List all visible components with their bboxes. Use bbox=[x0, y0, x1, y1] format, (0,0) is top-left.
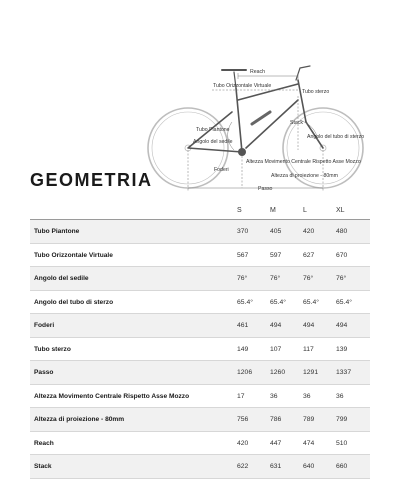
cell-value: 76° bbox=[336, 275, 347, 283]
cell-value: 786 bbox=[270, 416, 282, 424]
row-label: Reach bbox=[34, 439, 54, 447]
cell-value: 420 bbox=[303, 228, 315, 236]
cell-value: 494 bbox=[303, 322, 315, 330]
table-row bbox=[30, 291, 370, 315]
table-row bbox=[30, 432, 370, 456]
cell-value: 117 bbox=[303, 345, 314, 353]
row-label: Passo bbox=[34, 369, 54, 377]
cell-value: 480 bbox=[336, 228, 348, 236]
cell-value: 36 bbox=[270, 392, 278, 400]
row-label: Angolo del tubo di sterzo bbox=[34, 298, 114, 306]
cell-value: 76° bbox=[270, 275, 281, 283]
cell-value: 65.4° bbox=[303, 298, 319, 306]
cell-value: 461 bbox=[237, 322, 249, 330]
cell-value: 65.4° bbox=[336, 298, 352, 306]
cell-value: 660 bbox=[336, 463, 348, 471]
row-label: Tubo sterzo bbox=[34, 345, 71, 353]
cell-value: 36 bbox=[336, 392, 344, 400]
cell-value: 149 bbox=[237, 345, 249, 353]
cell-value: 405 bbox=[270, 228, 282, 236]
cell-value: 670 bbox=[336, 251, 348, 259]
cell-value: 474 bbox=[303, 439, 315, 447]
size-header-xl: XL bbox=[336, 206, 345, 214]
cell-value: 76° bbox=[303, 275, 314, 283]
cell-value: 107 bbox=[270, 345, 282, 353]
table-header bbox=[30, 200, 370, 220]
page-title: GEOMETRIA bbox=[30, 170, 153, 190]
cell-value: 640 bbox=[303, 463, 315, 471]
row-label: Altezza Movimento Centrale Rispetto Asse Mozzo bbox=[34, 392, 190, 400]
size-header-m: M bbox=[270, 206, 276, 214]
cell-value: 627 bbox=[303, 251, 315, 259]
cell-value: 510 bbox=[336, 439, 348, 447]
cell-value: 789 bbox=[303, 416, 315, 424]
label-chainstay: Foderi bbox=[214, 167, 229, 173]
table-row bbox=[30, 385, 370, 409]
row-label: Altezza di proiezione - 80mm bbox=[34, 416, 125, 424]
cell-value: 799 bbox=[336, 416, 348, 424]
row-label: Tubo Piantone bbox=[34, 228, 80, 236]
label-head-angle: Angolo del tubo di sterzo bbox=[307, 134, 365, 140]
row-label: Foderi bbox=[34, 322, 55, 330]
cell-value: 447 bbox=[270, 439, 282, 447]
table-row bbox=[30, 338, 370, 362]
cell-value: 494 bbox=[270, 322, 282, 330]
cell-value: 622 bbox=[237, 463, 249, 471]
cell-value: 1291 bbox=[303, 369, 319, 377]
label-top-tube: Tubo Orizzontale Virtuale bbox=[213, 83, 272, 89]
cell-value: 370 bbox=[237, 228, 249, 236]
row-label: Angolo del sedile bbox=[34, 275, 89, 283]
cell-value: 420 bbox=[237, 439, 249, 447]
table-row bbox=[30, 361, 370, 385]
label-seat-angle: Angolo del sedile bbox=[193, 139, 233, 145]
cell-value: 65.4° bbox=[270, 298, 286, 306]
cell-value: 1337 bbox=[336, 369, 352, 377]
table-row bbox=[30, 408, 370, 432]
cell-value: 567 bbox=[237, 251, 249, 259]
table-row bbox=[30, 455, 370, 479]
label-wheelbase: Passo bbox=[258, 186, 273, 192]
cell-value: 494 bbox=[336, 322, 348, 330]
cell-value: 597 bbox=[270, 251, 282, 259]
label-seat-tube: Tubo Piantone bbox=[196, 127, 230, 133]
cell-value: 139 bbox=[336, 345, 348, 353]
size-header-l: L bbox=[303, 206, 307, 214]
cell-value: 631 bbox=[270, 463, 282, 471]
cell-value: 1206 bbox=[237, 369, 253, 377]
cell-value: 1260 bbox=[270, 369, 286, 377]
cell-value: 36 bbox=[303, 392, 311, 400]
table-row bbox=[30, 314, 370, 338]
table-row bbox=[30, 244, 370, 268]
size-header-s: S bbox=[237, 206, 242, 214]
cell-value: 17 bbox=[237, 392, 245, 400]
label-stack: Stack bbox=[290, 120, 303, 126]
divider bbox=[30, 478, 370, 479]
cell-value: 76° bbox=[237, 275, 248, 283]
label-bb-height: Altezza di proiezione - 80mm bbox=[271, 173, 338, 179]
label-head-tube: Tubo sterzo bbox=[302, 89, 330, 95]
table-row bbox=[30, 220, 370, 244]
table-row bbox=[30, 267, 370, 291]
row-label: Stack bbox=[34, 463, 52, 471]
row-label: Tubo Orizzontale Virtuale bbox=[34, 251, 113, 259]
label-reach: Reach bbox=[250, 69, 265, 75]
label-bb-drop: Altezza Movimento Centrale Rispetto Asse Mozzo bbox=[246, 159, 361, 165]
cell-value: 65.4° bbox=[237, 298, 253, 306]
geometry-table bbox=[30, 200, 370, 479]
cell-value: 756 bbox=[237, 416, 249, 424]
